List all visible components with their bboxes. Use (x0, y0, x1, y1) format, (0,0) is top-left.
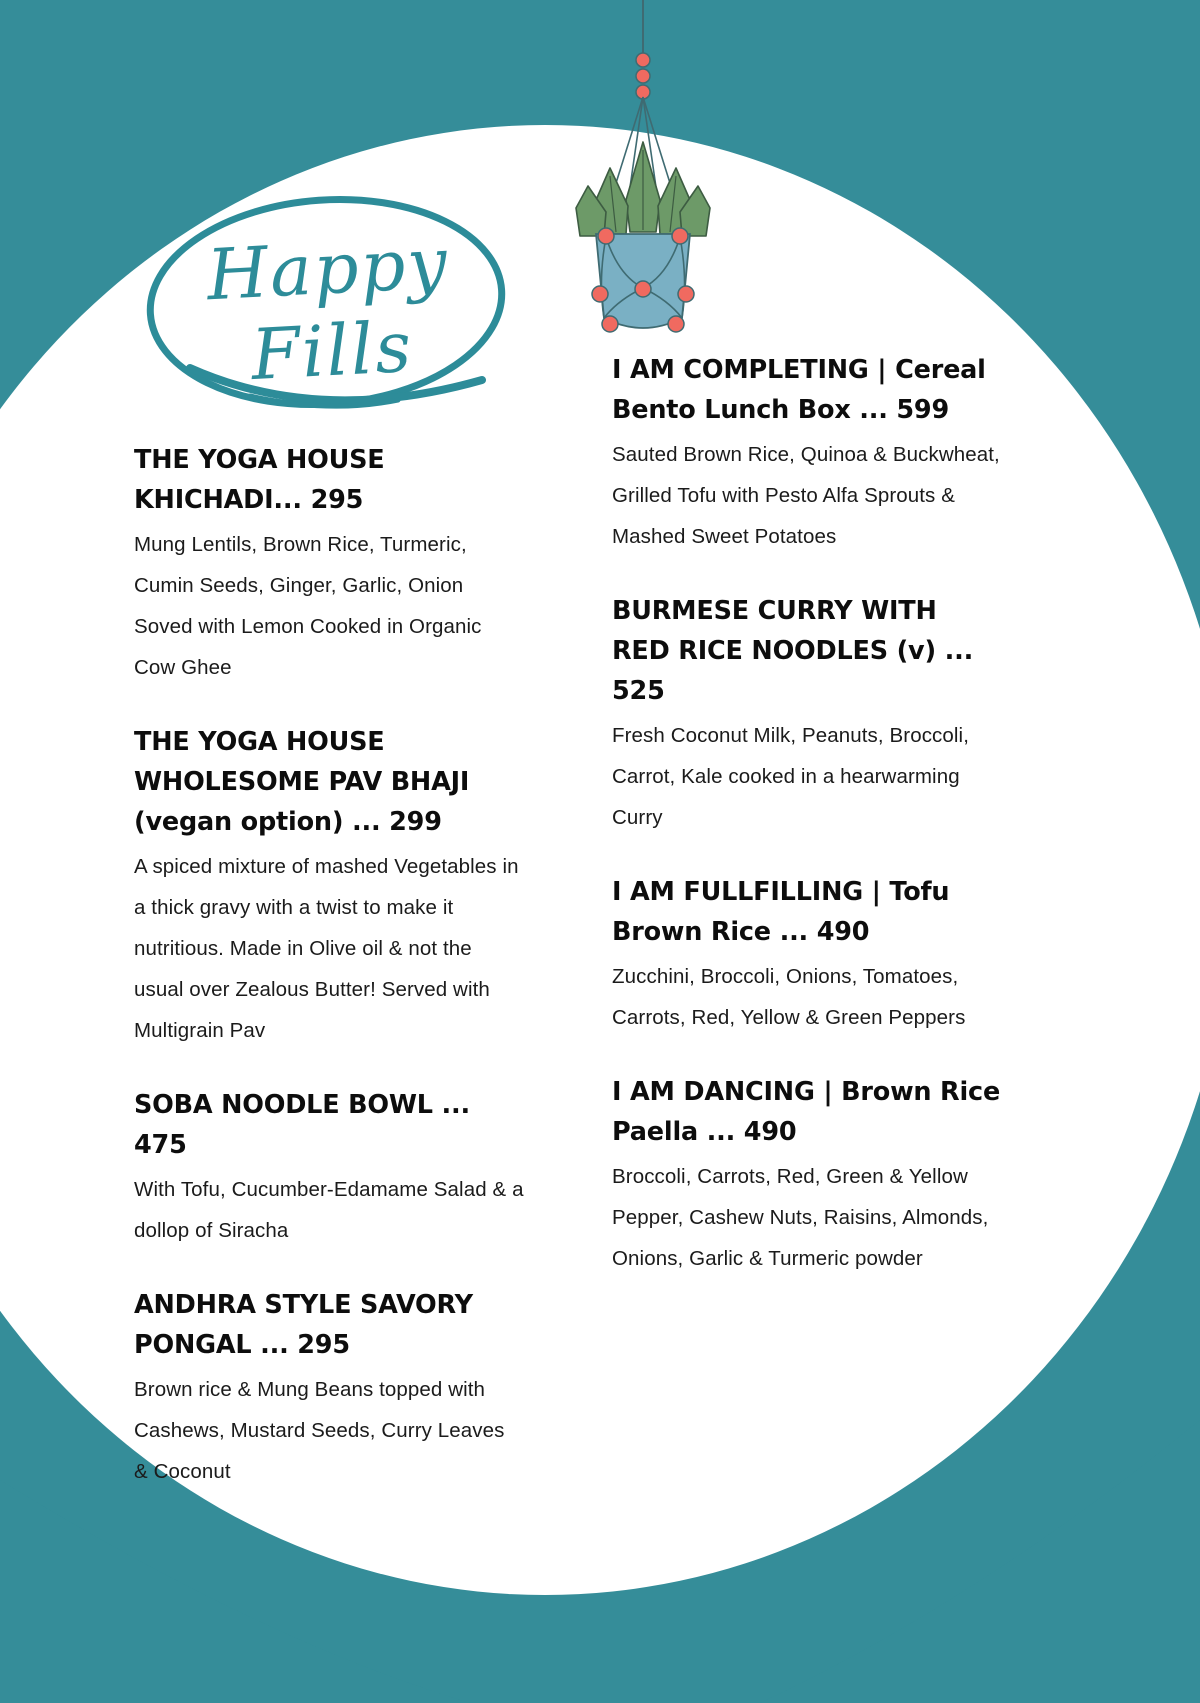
menu-column-right (612, 350, 1002, 1279)
menu-column-left (134, 440, 524, 1492)
menu-item (612, 350, 1002, 557)
menu-item (612, 872, 1002, 1038)
menu-item (134, 722, 524, 1051)
menu-item-description: Sauted Brown Rice, Quinoa & Buckwheat, Grilled Tofu with Pesto Alfa Sprouts & Mashed Sweet Potatoes (612, 443, 1000, 548)
logo-wordmark: Happy Fills (204, 221, 451, 397)
menu-item-title: ANDHRA STYLE SAVORY PONGAL ... 295 (134, 1290, 473, 1360)
hanging-planter-icon (548, 0, 738, 350)
menu-item-title: I AM FULLFILLING | Tofu Brown Rice ... 490 (612, 877, 950, 947)
menu-item-description: A spiced mixture of mashed Vegetables in a thick gravy with a twist to make it nutritious. Made in Olive oil & not the usual over Zealous Butter! Served with Multigrain Pav (134, 855, 519, 1042)
menu-item-description: With Tofu, Cucumber-Edamame Salad & a dollop of Siracha (134, 1178, 524, 1242)
menu-item-title: THE YOGA HOUSE WHOLESOME PAV BHAJI (vegan option) ... 299 (134, 727, 470, 837)
menu-item-title: THE YOGA HOUSE KHICHADI... 295 (134, 445, 385, 515)
brand-logo (130, 190, 530, 430)
menu-item-description: Zucchini, Broccoli, Onions, Tomatoes, Carrots, Red, Yellow & Green Peppers (612, 965, 966, 1029)
menu-item-description: Mung Lentils, Brown Rice, Turmeric, Cumin Seeds, Ginger, Garlic, Onion Soved with Lemon Cooked in Organic Cow Ghee (134, 533, 482, 679)
menu-item (134, 440, 524, 688)
menu-item (134, 1085, 524, 1251)
menu-item-description: Brown rice & Mung Beans topped with Cashews, Mustard Seeds, Curry Leaves & Coconut (134, 1378, 505, 1483)
menu-item (134, 1285, 524, 1492)
menu-item (612, 1072, 1002, 1279)
menu-item-title: BURMESE CURRY WITH RED RICE NOODLES (v) ... 525 (612, 596, 974, 706)
menu-item-title: I AM COMPLETING | Cereal Bento Lunch Box ... 599 (612, 355, 986, 425)
menu-item-description: Fresh Coconut Milk, Peanuts, Broccoli, Carrot, Kale cooked in a hearwarming Curry (612, 724, 969, 829)
menu-item-title: SOBA NOODLE BOWL ... 475 (134, 1090, 470, 1160)
menu-item (612, 591, 1002, 838)
menu-item-title: I AM DANCING | Brown Rice Paella ... 490 (612, 1077, 1001, 1147)
logo-oval-icon (130, 190, 530, 430)
menu-item-description: Broccoli, Carrots, Red, Green & Yellow Pepper, Cashew Nuts, Raisins, Almonds, Onions, Garlic & Turmeric powder (612, 1165, 989, 1270)
